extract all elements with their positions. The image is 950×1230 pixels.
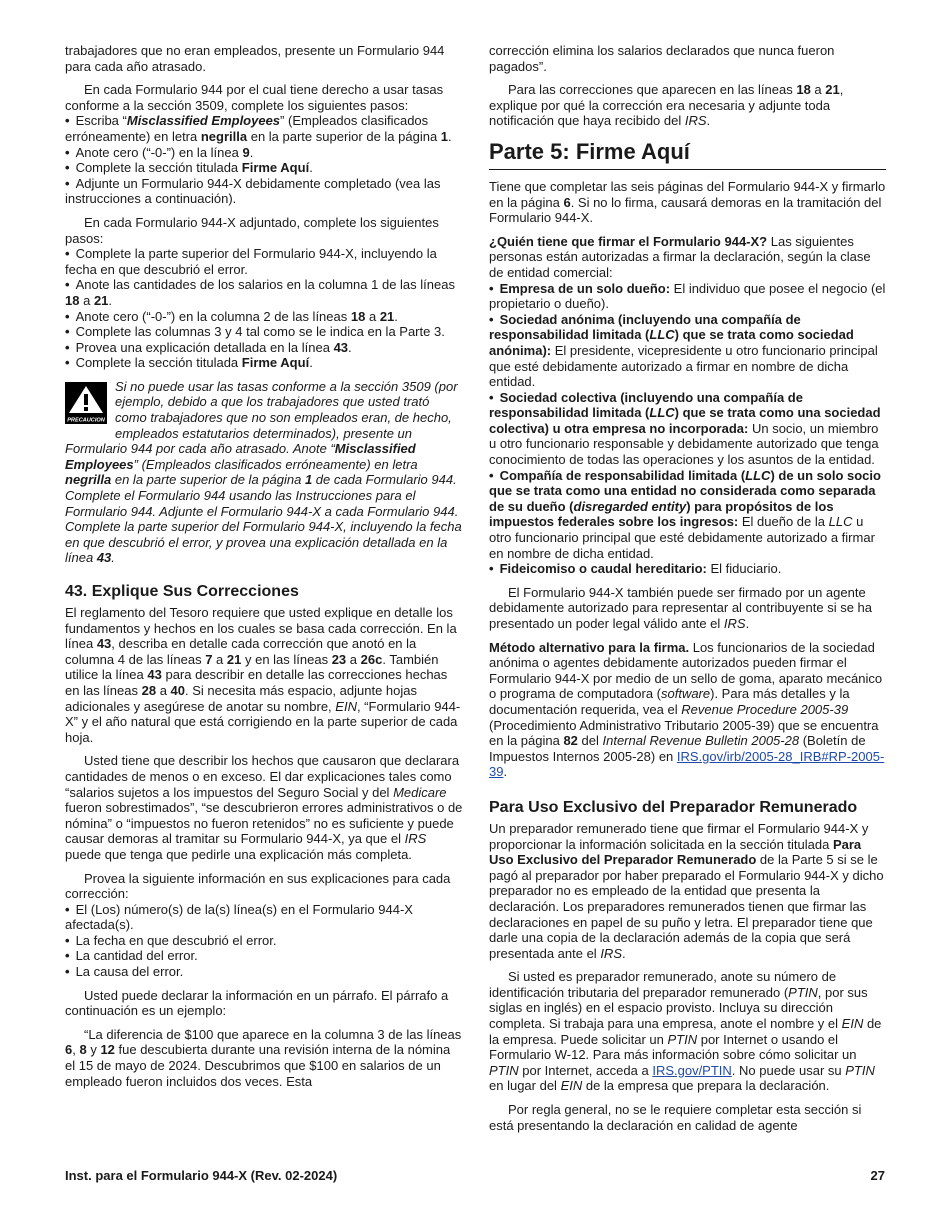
paragraph-single-paragraph: Usted puede declarar la información en un párrafo. El párrafo a continuación es un ejemplo: — [65, 987, 449, 1019]
paragraph-ptin: Si usted es preparador remunerado, anote su número de identificación tributaria del preparador remunerado (PTIN, por sus siglas en inglés) en el espacio provisto. Incluya su dirección completa. Si trabaja para una empresa, anote el nombre y el EIN de la empresa. Puede solicitar un PTIN por Internet o usando el Formulario W-12. Para más información sobre cómo solicitar un PTIN por Internet, acceda a IRS.gov/PTIN. No puede usar su PTIN en lugar del EIN de la empresa que prepara la declaración. — [489, 969, 882, 1094]
list-item: • Empresa de un solo dueño: El individuo que posee el negocio (el propietario o dueño). — [489, 281, 886, 312]
paragraph-line-43: El reglamento del Tesoro requiere que usted explique en detalle los fundamentos y hechos en los cuales se basa cada corrección. En la línea 43, describa en detalle cada corrección que anotó en la columna 4 de las líneas 7 a 21 y en las líneas 23 a 26c. También utilice la línea 43 para describir en detalle las correcciones hechas en las líneas 28 a 40. Si necesita más espacio, adjunte hojas adicionales y asegúrese de anotar su nombre, EIN, “Formulario 944-X” y el año natural que está corrigiendo en la parte superior de cada hoja. — [65, 605, 461, 745]
paragraph-authorized-agent: El Formulario 944-X también puede ser firmado por un agente debidamente autorizado para representar al contribuyente si se ha presentado un poder legal válido ante el IRS. — [489, 584, 873, 631]
list-item: • Anote cero (“-0-”) en la columna 2 de las líneas 18 a 21. — [65, 309, 463, 325]
irb-2005-28-link[interactable]: IRS.gov/irb/2005-28_IRB#RP-2005-39 — [489, 748, 885, 780]
heading-part-5: Parte 5: Firme Aquí — [489, 139, 886, 170]
list-item: • Anote las cantidades de los salarios en la columna 1 de las líneas 18 a 21. — [65, 277, 463, 308]
caution-note: PRECAUCION Si no puede usar las tasas conforme a la sección 3509 (por ejemplo, debido a que los trabajadores que usted trató como trabajadores que no son empleados eran, de hecho, empleados estatutarios determinados), presente un Formulario 944 por cada año atrasado. Anote “Misclassified Employees” (Empleados clasificados erróneamente) en letra negrilla en la parte superior de la página 1 de cada Formulario 944. Complete el Formulario 944 usando las Instrucciones para el Formulario 944. Adjunte el Formulario 944-X a cada Formulario 944. Complete la parte superior del Formulario 944-X, incluyendo la fecha en que descubrió el error, y provea una explicación detallada en la línea 43. — [65, 378, 462, 566]
list-item: • Complete las columnas 3 y 4 tal como se le indica en la Parte 3. — [65, 324, 463, 340]
footer-form-title: Inst. para el Formulario 944-X (Rev. 02-2024) — [65, 1168, 338, 1183]
list-item: • La causa del error. — [65, 964, 463, 980]
paragraph-form-944-steps: En cada Formulario 944 por el cual tiene derecho a usar tasas conforme a la sección 3509, complete los siguientes pasos: — [65, 82, 444, 113]
paragraph-example: “La diferencia de $100 que aparece en la columna 3 de las líneas 6, 8 y 12 fue descubierta durante una revisión interna de la nómina el 15 de mayo de 2024. Descubrimos que $100 en salarios de un empleado fueron incluidos dos veces. Esta — [65, 1026, 462, 1089]
paragraph-describe-facts: Usted tiene que describir los hechos que causaron que declarara cantidades de menos o en exceso. El dar explicaciones tales como “salarios sujetos a los impuestos del Seguro Social y del Medicare fueron sobrestimados”, “se descubrieron errores administrativos o de nómina” o “impuestos no fueron retenidos” no es suficiente y puede causar demoras al tramitar su Formulario 944-X, ya que el IRS puede que tenga que pedirle una explicación más completa. — [65, 753, 463, 862]
right-column — [489, 43, 886, 1141]
list-item: • Complete la sección titulada Firme Aquí. — [65, 160, 463, 176]
paragraph-general-rule: Por regla general, no se le requiere completar esta sección si está presentando la declaración en calidad de agente — [489, 1102, 862, 1133]
caution-icon-label: PRECAUCION — [67, 417, 105, 424]
form-944x-steps-list — [65, 246, 463, 371]
caution-icon — [65, 382, 107, 424]
form-944-steps-list — [65, 113, 463, 207]
list-item: • Provea una explicación detallada en la línea 43. — [65, 340, 463, 356]
paragraph-alternative-signature: Método alternativo para la firma. Los funcionarios de la sociedad anónima o agentes debidamente autorizados pueden firmar el Formulario 944-X por medio de un sello de goma, aparato mecánico o programa de computadora (software). Para más detalles y la documentación requerida, vea el Revenue Procedure 2005-39 (Procedimiento Administrativo Tributario 2005-39) que se encuentra en la página 82 del Internal Revenue Bulletin 2005-28 (Boletín de Impuestos Internos 2005-28) en IRS.gov/irb/2005-28_IRB#RP-2005-39. — [489, 639, 885, 780]
paragraph-form-944x-steps: En cada Formulario 944-X adjuntado, complete los siguientes pasos: — [65, 214, 439, 246]
list-item: • La cantidad del error. — [65, 948, 463, 964]
heading-paid-preparer: Para Uso Exclusivo del Preparador Remunerado — [489, 798, 858, 816]
page-number: 27 — [870, 1168, 885, 1183]
irs-ptin-link[interactable]: IRS.gov/PTIN — [652, 1062, 732, 1078]
heading-line-43: 43. Explique Sus Correcciones — [65, 583, 299, 600]
paragraph-who-signs: ¿Quién tiene que firmar el Formulario 944-X? Las siguientes personas están autorizadas a firmar la declaración, según la clase de entidad comercial: — [489, 233, 871, 280]
list-item: • Sociedad colectiva (incluyendo una compañía de responsabilidad limitada (LLC) que se trata como una sociedad colectiva) u otra empresa no incorporada: Un socio, un miembro u otro funcionario responsable y debidamente autorizado que tenga conocimiento de todas las operaciones y los asuntos de la entidad. — [489, 390, 886, 468]
list-item: • Fideicomiso o caudal hereditario: El fiduciario. — [489, 561, 886, 577]
list-item: • Complete la parte superior del Formulario 944-X, incluyendo la fecha en que descubrió el error. — [65, 246, 463, 277]
list-item: • Compañía de responsabilidad limitada (LLC) de un solo socio que se trata como una entidad no considerada como separada de su dueño (disregarded entity) para propósitos de los impuestos federales sobre los ingresos: El dueño de la LLC u otro funcionario principal que esté debidamente autorizado a firmar en nombre de dicha entidad. — [489, 468, 886, 562]
list-item: • Anote cero (“-0-”) en la línea 9. — [65, 145, 463, 161]
list-item: • La fecha en que descubrió el error. — [65, 933, 463, 949]
paragraph-intro-continued: trabajadores que no eran empleados, presente un Formulario 944 para cada año atrasado. — [65, 43, 445, 74]
list-item: • Escriba “Misclassified Employees” (Empleados clasificados erróneamente) en letra negrilla en la parte superior de la página 1. — [65, 113, 463, 144]
list-item: • Sociedad anónima (incluyendo una compañía de responsabilidad limitada (LLC) que se trata como sociedad anónima): El presidente, vicepresidente u otro funcionario principal que esté debidamente autorizado a firmar en nombre de dicha entidad. — [489, 312, 886, 390]
explanation-info-list — [65, 902, 463, 980]
paragraph-example-continued: corrección elimina los salarios declarados que nunca fueron pagados”. — [489, 43, 835, 74]
paragraph-provide-info: Provea la siguiente información en sus explicaciones para cada corrección: — [65, 870, 451, 902]
list-item: • Adjunte un Formulario 944-X debidamente completado (vea las instrucciones a continuación). — [65, 176, 463, 207]
paragraph-part-5-intro: Tiene que completar las seis páginas del Formulario 944-X y firmarlo en la página 6. Si no lo firma, causará demoras en la tramitación del Formulario 944-X. — [489, 178, 886, 226]
paragraph-paid-preparer: Un preparador remunerado tiene que firmar el Formulario 944-X y proporcionar la información solicitada en la sección titulada Para Uso Exclusivo del Preparador Remunerado de la Parte 5 si se le pagó al preparador por haber preparado el Formulario 944-X y dicho preparador no es empleado de la entidad que presenta la declaración. Los preparadores remunerados tienen que firmar las declaraciones en papel de su puño y letra. El preparador tiene que darle una copia de la declaración además de la copia que será presentada ante el IRS. — [489, 820, 884, 961]
signer-list — [489, 281, 886, 577]
paragraph-lines-18-21: Para las correcciones que aparecen en las líneas 18 a 21, explique por qué la corrección era necesaria y adjunte toda notificación que haya recibido del IRS. — [489, 82, 844, 129]
left-column — [65, 43, 463, 1097]
list-item: • El (Los) número(s) de la(s) línea(s) en el Formulario 944-X afectada(s). — [65, 902, 463, 933]
list-item: • Complete la sección titulada Firme Aquí. — [65, 355, 463, 371]
